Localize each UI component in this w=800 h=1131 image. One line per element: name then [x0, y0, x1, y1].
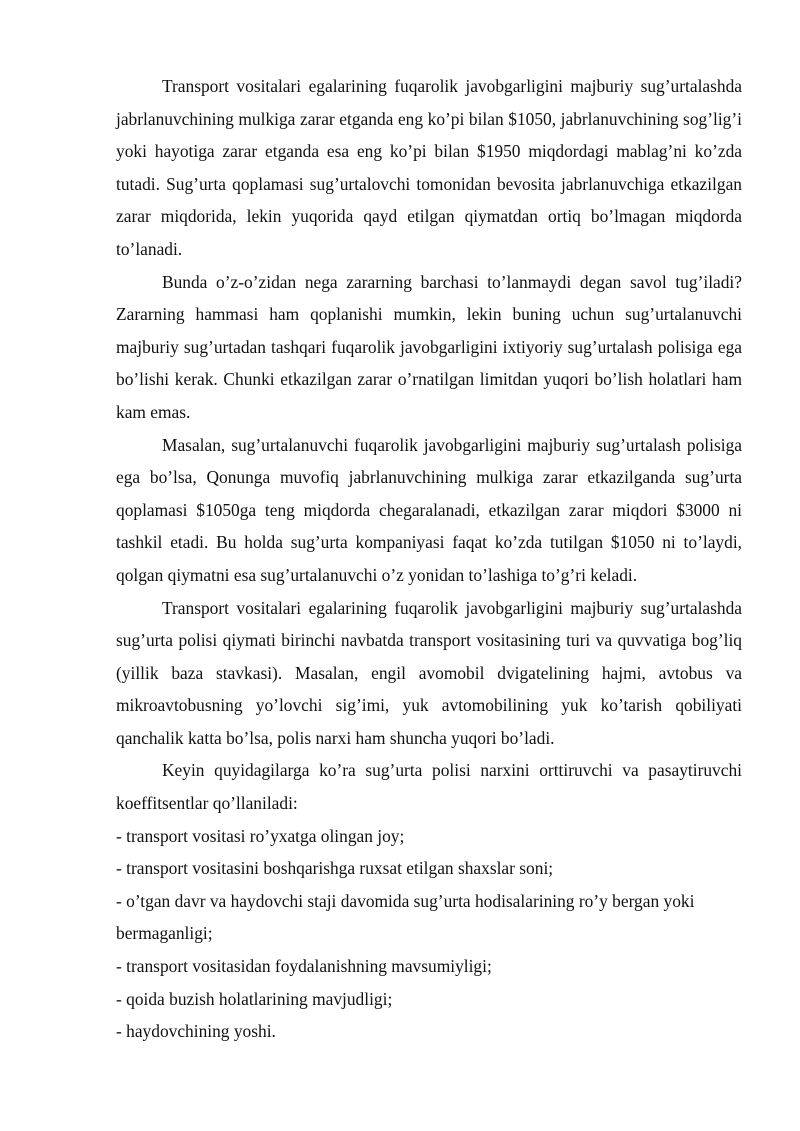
list-item: - haydovchining yoshi.	[116, 1021, 276, 1042]
paragraph: Keyin quyidagilarga ko’ra sug’urta polisi narxini orttiruvchi va pasaytiruvchi koeffitsentlar qo’llaniladi:	[116, 760, 742, 814]
paragraph: Masalan, sug’urtalanuvchi fuqarolik javobgarligini majburiy sug’urtalash polisiga ega bo’lsa, Qonunga muvofiq jabrlanuvchining mulkiga zarar etkazilganda sug’urta qoplamasi $1050ga teng miqdorda chegaralanadi, etkazilgan zarar miqdori $3000 ni tashkil etadi. Bu holda sug’urta kompaniyasi faqat ko’zda tutilgan $1050 ni to’laydi, qolgan qiymatni esa sug’urtalanuvchi o’z yonidan to’lashiga to’g’ri keladi.	[116, 434, 742, 585]
paragraph: Bunda o’z-o’zidan nega zararning barchasi to’lanmaydi degan savol tug’iladi? Zararning hammasi ham qoplanishi mumkin, lekin buning uchun sug’urtalanuvchi majburiy sug’urtadan tashqari fuqarolik javobgarligini ixtiyoriy sug’urtalash polisiga ega bo’lishi kerak. Chunki etkazilgan zarar o’rnatilgan limitdan yuqori bo’lish holatlari ham kam emas.	[116, 271, 742, 422]
list-item: - transport vositasi ro’yxatga olingan joy;	[116, 825, 405, 846]
list-item: - o’tgan davr va haydovchi staji davomida sug’urta hodisalarining ro’y bergan yoki bermaganligi;	[116, 890, 695, 944]
list-item: - qoida buzish holatlarining mavjudligi;	[116, 988, 393, 1009]
document-page	[116, 70, 742, 1048]
list-item: - transport vositasini boshqarishga ruxsat etilgan shaxslar soni;	[116, 858, 554, 879]
paragraph: Transport vositalari egalarining fuqarolik javobgarligini majburiy sug’urtalashda jabrlanuvchining mulkiga zarar etganda eng ko’pi bilan $1050, jabrlanuvchining sog’lig’i yoki hayotiga zarar etganda esa eng ko’pi bilan $1950 miqdordagi mablag’ni ko’zda tutadi. Sug’urta qoplamasi sug’urtalovchi tomonidan bevosita jabrlanuvchiga etkazilgan zarar miqdorida, lekin yuqorida qayd etilgan qiymatdan ortiq bo’lmagan miqdorda to’lanadi.	[116, 76, 742, 259]
coefficient-list	[116, 820, 742, 1048]
list-item: - transport vositasidan foydalanishning mavsumiyligi;	[116, 956, 492, 977]
paragraph: Transport vositalari egalarining fuqarolik javobgarligini majburiy sug’urtalashda sug’urta polisi qiymati birinchi navbatda transport vositasining turi va quvvatiga bog’liq (yillik baza stavkasi). Masalan, engil avomobil dvigatelining hajmi, avtobus va mikroavtobusning yo’lovchi sig’imi, yuk avtomobilining yuk ko’tarish qobiliyati qanchalik katta bo’lsa, polis narxi ham shuncha yuqori bo’ladi.	[116, 597, 742, 748]
